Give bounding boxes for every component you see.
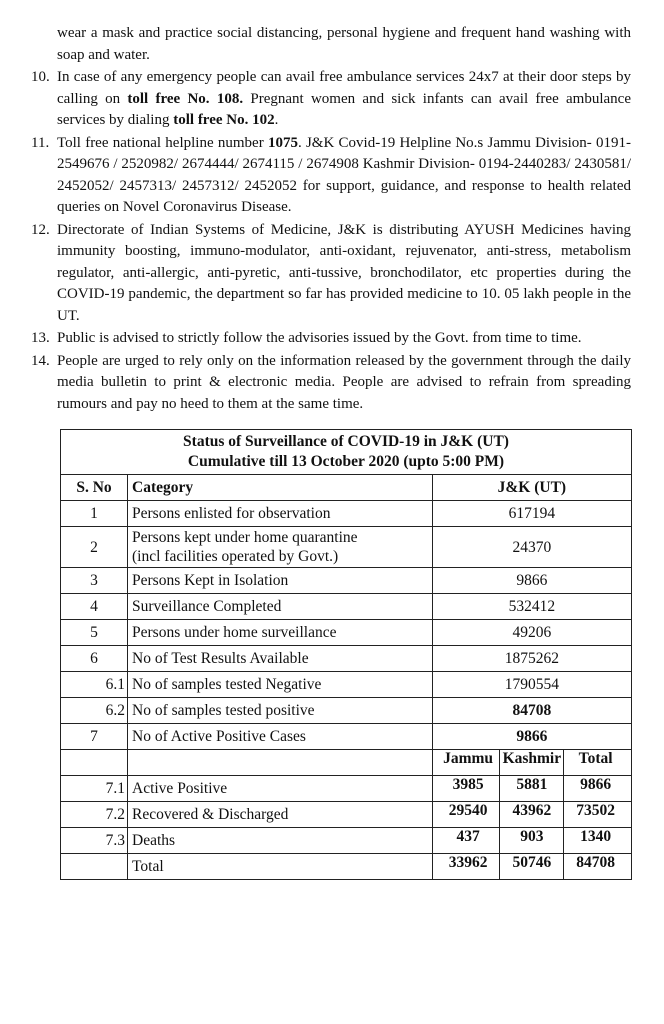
list-item-13: 13. Public is advised to strictly follow the advisories issued by the Govt. from time to time. xyxy=(31,330,582,346)
table-row: 6.1 No of samples tested Negative 1790554 xyxy=(61,672,632,698)
table-row: 5 Persons under home surveillance 49206 xyxy=(61,620,632,646)
list-item-10: 10. In case of any emergency people can avail free ambulance services 24x7 at their door steps by calling on toll free No. 108. Pregnant women and sick infants can avail free ambulance services by dialing toll free No. 102. xyxy=(31,69,631,128)
breakdown-row: 7.1 Active Positive 3985 5881 9866 xyxy=(61,776,632,802)
intro-text: wear a mask and practice social distancing, personal hygiene and frequent hand washing with soap and water. xyxy=(57,25,631,63)
advisory-list xyxy=(31,67,631,416)
table-row: 7 No of Active Positive Cases 9866 xyxy=(61,724,632,750)
table-title: Status of Surveillance of COVID-19 in J&K (UT) Cumulative till 13 October 2020 (upto 5:00 PM) xyxy=(61,430,632,475)
table-row: 4 Surveillance Completed 532412 xyxy=(61,594,632,620)
table-row: 2 Persons kept under home quarantine (incl facilities operated by Govt.) 24370 xyxy=(61,527,632,568)
table-row: 1 Persons enlisted for observation 617194 xyxy=(61,501,632,527)
total-row: Total 33962 50746 84708 xyxy=(61,854,632,880)
breakdown-row: 7.2 Recovered & Discharged 29540 43962 73502 xyxy=(61,802,632,828)
breakdown-row: 7.3 Deaths 437 903 1340 xyxy=(61,828,632,854)
table-row: 6 No of Test Results Available 1875262 xyxy=(61,646,632,672)
list-item-12: 12. Directorate of Indian Systems of Medicine, J&K is distributing AYUSH Medicines having immunity boosting, immuno-modulator, anti-oxidant, rejuvenator, anti-stress, metabolism regulator, anti-allergic, anti-pyretic, anti-tussive, bronchodilator, etc properties during the COVID-19 pandemic, the department so far has provided medicine to 10. 05 lakh people in the UT. xyxy=(31,221,631,324)
list-item-14: 14. People are urged to rely only on the information released by the government through the daily media bulletin to print & electronic media. People are advised to refrain from spreading rumours and pay no heed to them at the same time. xyxy=(31,352,631,412)
surveillance-table xyxy=(60,429,632,880)
intro-continuation xyxy=(57,23,631,66)
table-header-row: S. No Category J&K (UT) xyxy=(61,475,632,501)
table-row: 6.2 No of samples tested positive 84708 xyxy=(61,698,632,724)
list-item-11: 11. Toll free national helpline number 1075. J&K Covid-19 Helpline No.s Jammu Division- 0191-2549676 / 2520982/ 2674444/ 2674115 / 2674908 Kashmir Division- 0194-2440283/ 2430581/ 2452052/ 2457313/ 2457312/ 2452052 for support, guidance, and response to health related queries on Novel Coronavirus Disease. xyxy=(31,134,631,215)
table-row: 3 Persons Kept in Isolation 9866 xyxy=(61,568,632,594)
sub-header-row: Jammu Kashmir Total xyxy=(61,750,632,776)
